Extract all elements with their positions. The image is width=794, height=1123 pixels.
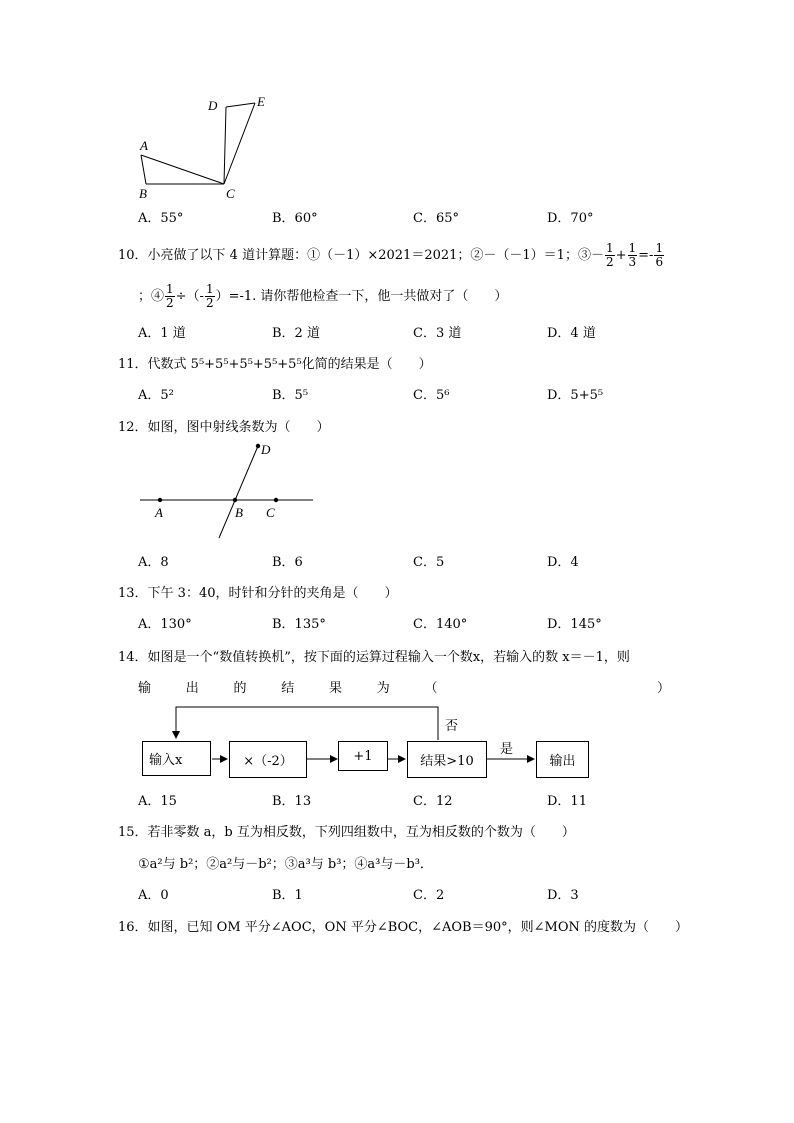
q10-option-a: A．1 道 <box>138 326 186 341</box>
q12-option-d: D．4 <box>547 555 579 570</box>
q9-option-a: A．55° <box>138 211 184 226</box>
q10-equals: =- <box>638 248 654 263</box>
add-one-box-label: +1 <box>353 748 373 764</box>
q9-option-d: D．70° <box>547 211 594 226</box>
fraction-denominator: 2 <box>166 296 174 310</box>
q9-option-c: C．65° <box>413 211 459 226</box>
point-a-label: A <box>155 505 163 520</box>
q14-char: 输 <box>138 681 152 696</box>
q10-line2 <box>138 283 507 310</box>
q10-plus: + <box>615 248 627 263</box>
q10-fraction-1 <box>605 242 615 269</box>
q14-char: 的 <box>233 681 247 696</box>
input-box <box>142 741 211 776</box>
q12-figure <box>135 440 320 545</box>
q10-line2-prefix: ；④ <box>138 289 165 304</box>
output-box-label: 输出 <box>549 754 576 769</box>
q11-question: 11．代数式 5⁵+5⁵+5⁵+5⁵+5⁵化简的结果是（ ） <box>118 357 432 372</box>
point-a-label: A <box>140 138 148 153</box>
q14-char: 出 <box>185 681 199 696</box>
point-d-dot <box>256 444 260 448</box>
q14-option-b: B．13 <box>272 794 312 809</box>
point-a-dot <box>158 498 162 502</box>
condition-box-label: 结果>10 <box>420 754 474 769</box>
fraction-denominator: 6 <box>655 255 664 269</box>
q11-option-a: A．5² <box>138 388 174 403</box>
fraction-numerator: 1 <box>166 282 174 296</box>
fraction-numerator: 1 <box>628 241 637 255</box>
q10-fraction-5 <box>205 283 215 310</box>
q10-text-prefix: 10．小亮做了以下 4 道计算题：①（－1）×2021＝2021；②－（－1）＝1；③－ <box>118 248 604 263</box>
q15-question: 15．若非零数 a，b 互为相反数，下列四组数中，互为相反数的个数为（ ） <box>118 825 575 840</box>
q14-question-line1: 14．如图是一个“数值转换机”，按下面的运算过程输入一个数x，若输入的数 x＝－1，则 <box>118 650 630 665</box>
q15-option-d: D．3 <box>547 888 579 903</box>
point-d-label: D <box>261 442 271 457</box>
q10-option-c: C．3 道 <box>413 326 462 341</box>
multiply-box <box>229 741 307 778</box>
q12-option-a: A．8 <box>138 555 169 570</box>
q13-question: 13．下午 3：40，时针和分针的夹角是（ ） <box>118 586 398 601</box>
fraction-numerator: 1 <box>205 282 214 296</box>
point-b-label: B <box>235 505 243 520</box>
q16-question: 16．如图，已知 OM 平分∠AOC，ON 平分∠BOC，∠AOB＝90°，则∠MON 的度数为（ ） <box>118 920 689 935</box>
q14-char: 为 <box>376 681 390 696</box>
q14-option-c: C．12 <box>413 794 453 809</box>
multiply-box-label: ×（-2） <box>243 754 293 769</box>
q10-fraction-3 <box>654 242 664 269</box>
q15-option-a: A．0 <box>138 888 169 903</box>
condition-box <box>407 741 487 778</box>
fraction-numerator: 1 <box>605 241 614 255</box>
fraction-numerator: 1 <box>655 241 664 255</box>
q13-option-b: B．135° <box>272 617 326 632</box>
q14-char: （ <box>424 681 438 696</box>
q14-option-a: A．15 <box>138 794 177 809</box>
q10-fraction-4 <box>165 283 175 310</box>
fraction-denominator: 3 <box>628 255 637 269</box>
q10-divide: ÷（- <box>175 289 204 304</box>
q13-option-a: A．130° <box>138 617 192 632</box>
q11-option-b: B．5⁵ <box>272 388 309 403</box>
fraction-denominator: 2 <box>205 296 214 310</box>
q11-option-c: C．5⁶ <box>413 388 450 403</box>
q12-question: 12．如图，图中射线条数为（ ） <box>118 420 330 435</box>
point-c-label: C <box>266 505 275 520</box>
q10-line1 <box>118 242 665 269</box>
no-label: 否 <box>445 719 459 734</box>
q10-fraction-2 <box>628 242 638 269</box>
q10-option-b: B．2 道 <box>272 326 320 341</box>
q9-option-b: B．60° <box>272 211 318 226</box>
q14-char: ） <box>656 681 670 696</box>
add-one-box <box>338 741 388 771</box>
fraction-denominator: 2 <box>605 255 614 269</box>
point-c-label: C <box>226 186 235 201</box>
q15-option-b: B．1 <box>272 888 303 903</box>
point-b-label: B <box>139 186 147 201</box>
q14-option-d: D．11 <box>547 794 587 809</box>
input-box-label: 输入x <box>149 753 183 768</box>
point-d-label: D <box>208 98 218 113</box>
q14-question-line2 <box>138 677 670 696</box>
q11-option-d: D．5+5⁵ <box>547 388 604 403</box>
q9-figure <box>130 90 280 205</box>
q15-option-c: C．2 <box>413 888 445 903</box>
q14-char: 结 <box>281 681 295 696</box>
q14-char: 果 <box>329 681 343 696</box>
q13-option-d: D．145° <box>547 617 602 632</box>
point-b-dot <box>233 498 237 502</box>
q15-subitems: ①a²与 b²；②a²与－b²；③a³与 b³；④a³与－b³． <box>138 857 433 872</box>
q12-option-b: B．6 <box>272 555 303 570</box>
output-box <box>536 741 589 778</box>
point-e-label: E <box>257 94 265 109</box>
yes-label: 是 <box>500 742 514 757</box>
q13-option-c: C．140° <box>413 617 468 632</box>
q12-option-c: C．5 <box>413 555 445 570</box>
q10-option-d: D．4 道 <box>547 326 596 341</box>
q10-line2-suffix: ）=-1. 请你帮他检查一下，他一共做对了（ ） <box>215 289 508 304</box>
point-c-dot <box>274 498 278 502</box>
